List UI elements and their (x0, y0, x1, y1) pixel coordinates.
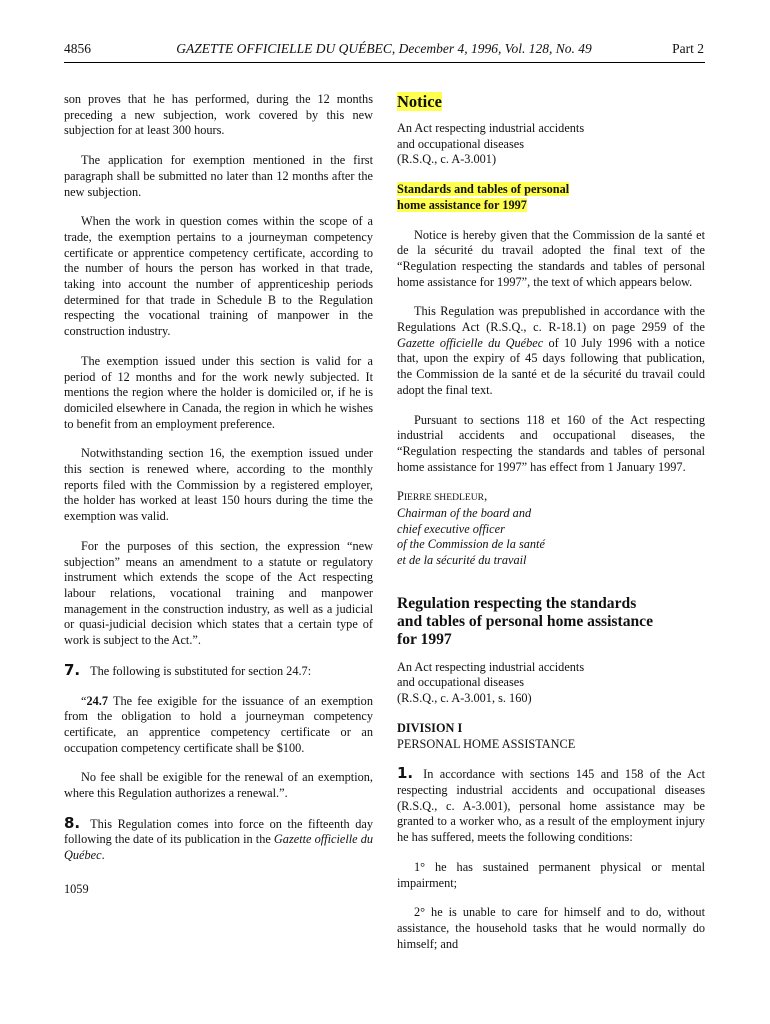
section-24-7-quote (64, 694, 373, 757)
left-column (64, 92, 373, 912)
text: This Regulation was prepublished in accordance with the Regulations Act (R.S.Q., c. R-18.1) on page 2959 of the (397, 304, 705, 335)
act-line: (R.S.Q., c. A-3.001, s. 160) (397, 691, 532, 706)
text: of 10 July 1996 with a notice that, upon the expiry of 45 days following that publication, the Commission de la santé et de la sécurité du travail could adopt the final text. (397, 335, 705, 397)
section-1 (397, 766, 705, 846)
act-line: and occupational diseases (397, 136, 525, 151)
comma: , (484, 489, 488, 504)
division-subtitle: PERSONAL HOME ASSISTANCE (397, 736, 576, 751)
notice-title: Notice (397, 92, 442, 111)
paragraph (397, 304, 705, 398)
section-text: This Regulation comes into force on the fifteenth day following the date of its publication in the (64, 816, 373, 847)
name-rest: IERRE SHEDLEUR (403, 492, 485, 504)
condition-1: 1° he has sustained permanent physical or mental impairment; (397, 859, 705, 890)
paragraph: Notice is hereby given that the Commission de la santé et de la sécurité du travail adopted the final text of the “Regulation respecting the standards and tables of personal home assistance for 1997”, the text of which appears below. (397, 227, 705, 289)
standards-heading-line: Standards and tables of personal (397, 182, 570, 197)
right-column (397, 92, 705, 966)
page-header (64, 40, 704, 58)
gazette-name: Gazette officielle du Québec (64, 832, 374, 863)
part-label: Part 2 (672, 41, 704, 56)
paragraph: For the purposes of this section, the expression “new subjection” means an amendment to a statute or regulatory instrument which extends the scope of the Act respecting labour relations, vocational training and manpower management in the construction industry, as well as a judicial or quasi-judicial decision which states that a certain type of work is subject to the Act.”. (64, 538, 373, 648)
signatory-title: of the Commission de la santé (397, 537, 545, 552)
signatory-title: chief executive officer (397, 521, 505, 536)
act-line: (R.S.Q., c. A-3.001) (397, 152, 497, 167)
section-ref: 24.7 (86, 693, 108, 708)
page-number: 4856 (64, 41, 91, 56)
regulation-heading-line: Regulation respecting the standards (397, 594, 637, 612)
regulation-heading-line: and tables of personal home assistance (397, 613, 654, 631)
section-number: 1. (397, 764, 414, 783)
section-number: 8. (64, 813, 81, 832)
section-text: In accordance with sections 145 and 158 of the Act respecting industrial accidents and occupational diseases (R.S.Q., c. A-3.001), personal home assistance may be granted to a worker who, as a result of the employment injury he has suffered, meets the following conditions: (397, 767, 705, 845)
section-8 (64, 813, 374, 864)
paragraph: No fee shall be exigible for the renewal of an exemption, where this Regulation authorizes a renewal.”. (64, 770, 373, 801)
section-text: The following is substituted for section 24.7: (90, 663, 312, 678)
act-reference (397, 121, 705, 168)
paragraph: Notwithstanding section 16, the exemption issued under this section is renewed where, according to the monthly reports filed with the Commission by a registered employer, the holder has worked at least 150 hours during the time the exemption was valid. (64, 446, 373, 524)
document-number: 1059 (64, 881, 89, 896)
regulation-heading-line: for 1997 (397, 631, 452, 649)
quote-text: The fee exigible for the issuance of an exemption from the obligation to hold a journeyman competency certificate, an apprentice competency certificate or an occupation competency certificate shall be $100. (64, 693, 373, 755)
paragraph: son proves that he has performed, during the 12 months preceding a new subjection, work covered by this new subjection for at least 300 hours. (64, 92, 373, 138)
condition-2: 2° he is unable to care for himself and to do, without assistance, the household tasks that he would normally do himself; and (397, 905, 705, 951)
paragraph: The application for exemption mentioned in the first paragraph shall be submitted no later than 12 months after the new subjection. (64, 153, 373, 199)
signatory-title: Chairman of the board and (397, 506, 532, 521)
signatory-name (397, 489, 705, 506)
paragraph: The exemption issued under this section is valid for a period of 12 months and for the work newly subjected. It mentions the region where the holder is domiciled or, if he is domiciled elsewhere in Canada, the region in which he wishes to benefit from an employment preference. (64, 353, 373, 431)
section-number: 7. (64, 660, 81, 679)
period: . (101, 848, 105, 863)
standards-heading (397, 182, 705, 213)
act-line: and occupational diseases (397, 675, 525, 690)
regulation-heading (397, 595, 705, 650)
division-heading (397, 721, 705, 752)
notice-heading (397, 92, 705, 112)
act-line: An Act respecting industrial accidents (397, 659, 585, 674)
division-title: DIVISION I (397, 720, 463, 735)
header-rule (64, 62, 705, 63)
paragraph: Pursuant to sections 118 et 160 of the Act respecting industrial accidents and occupational diseases, the “Regulation respecting the standards and tables of personal home assistance for 1997” has effect from 1 January 1997. (397, 412, 705, 474)
gazette-title: GAZETTE OFFICIELLE DU QUÉBEC, December 4, 1996, Vol. 128, No. 49 (176, 41, 592, 56)
act-reference (397, 660, 705, 707)
section-7 (64, 660, 373, 680)
standards-heading-line: home assistance for 1997 (397, 197, 527, 212)
paragraph: When the work in question comes within the scope of a trade, the exemption pertains to a journeyman competency certificate or apprentice competency certificate, according to the number of hours the person has worked in that trade, taking into account the number of apprenticeship periods determined for that trade in Schedule B to the Regulation respecting the vocational training of manpower in the construction industry. (64, 214, 373, 339)
initial: P (397, 489, 404, 504)
signature-block (397, 489, 705, 569)
gazette-name: Gazette officielle du Québec (397, 335, 544, 350)
act-line: An Act respecting industrial accidents (397, 121, 585, 135)
signatory-title: et de la sécurité du travail (397, 553, 527, 568)
quote-mark: “ (81, 693, 87, 708)
